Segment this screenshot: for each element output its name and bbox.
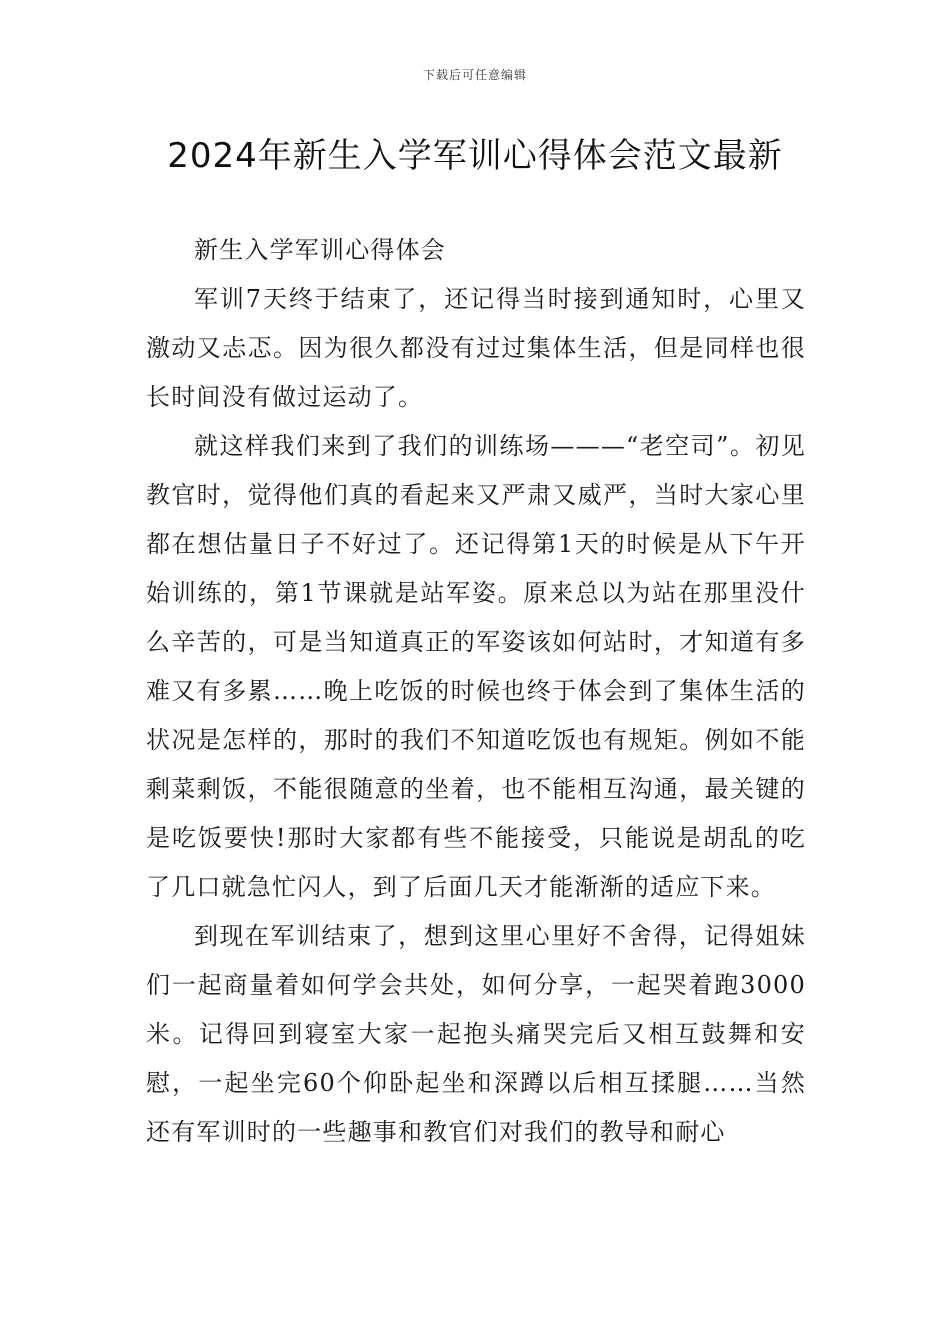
document-body [146,226,806,1157]
document-title: 2024年新生入学军训心得体会范文最新 [167,136,783,176]
paragraph: 军训7天终于结束了，还记得当时接到通知时，心里又激动又忐忑。因为很久都没有过过集体生活，但是同样也很长时间没有做过运动了。 [146,285,806,411]
header-note: 下载后可任意编辑 [422,68,527,82]
paragraph: 到现在军训结束了，想到这里心里好不舍得，记得姐妹们一起商量着如何学会共处，如何分享，一起哭着跑3000米。记得回到寝室大家一起抱头痛哭完后又相互鼓舞和安慰，一起坐完60个仰卧起坐和深蹲以后相互揉腿……当然还有军训时的一些趣事和教官们对我们的教导和耐心 [146,922,806,1146]
paragraph: 就这样我们来到了我们的训练场———“老空司”。初见教官时，觉得他们真的看起来又严肃又威严，当时大家心里都在想估量日子不好过了。还记得第1天的时候是从下午开始训练的，第1节课就是站军姿。原来总以为站在那里没什么辛苦的，可是当知道真正的军姿该如何站时，才知道有多难又有多累……晚上吃饭的时候也终于体会到了集体生活的状况是怎样的，那时的我们不知道吃饭也有规矩。例如不能剩菜剩饭，不能很随意的坐着，也不能相互沟通，最关键的是吃饭要快!那时大家都有些不能接受，只能说是胡乱的吃了几口就急忙闪人，到了后面几天才能渐渐的适应下来。 [146,432,806,901]
section-subtitle: 新生入学军训心得体会 [194,236,446,264]
